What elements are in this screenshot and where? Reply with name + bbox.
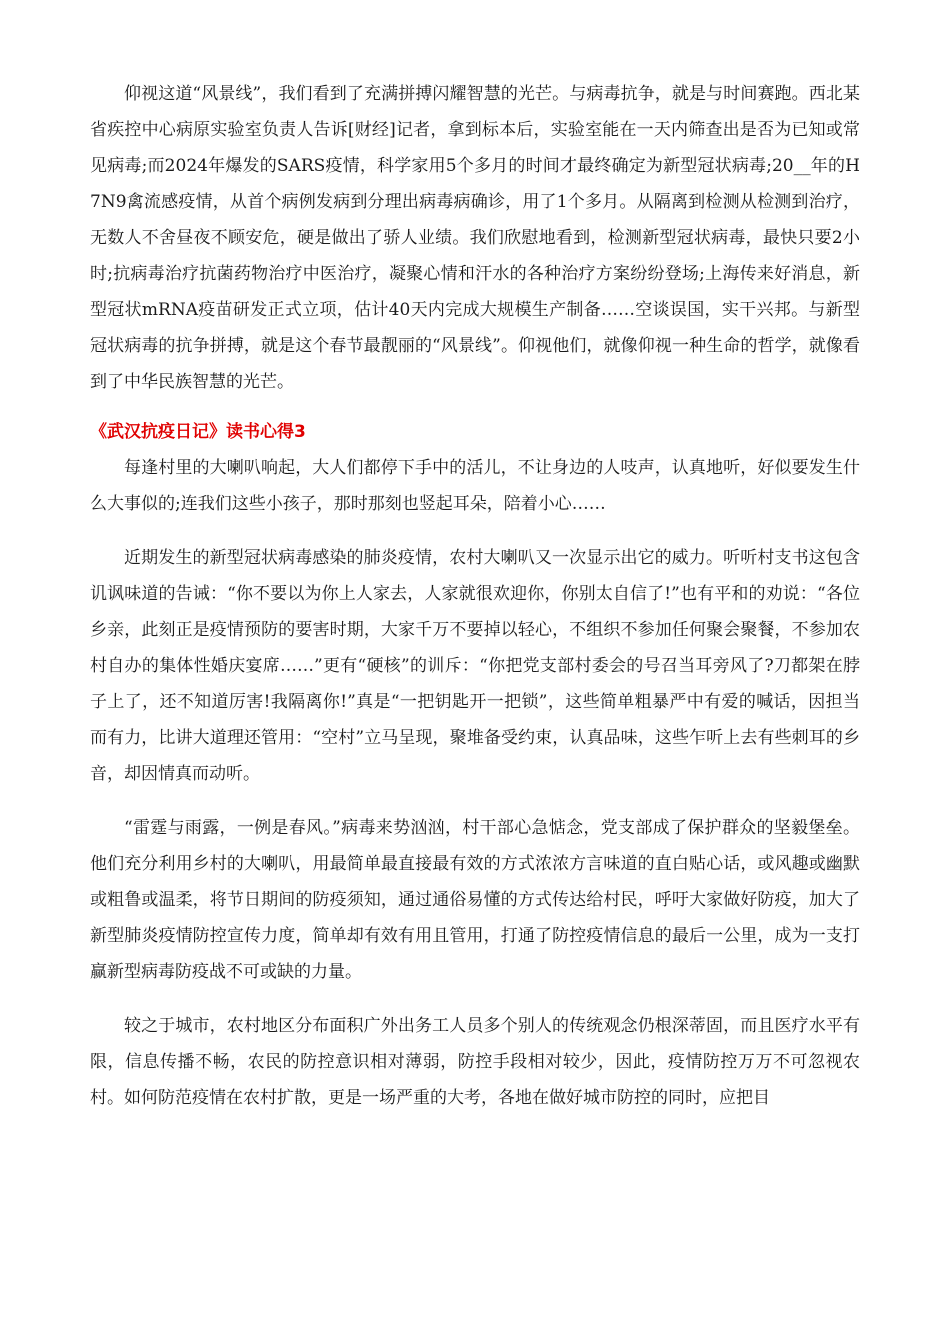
- section-heading: 《武汉抗疫日记》读书心得3: [90, 422, 306, 442]
- body-paragraph-4: “雷霆与雨露，一例是春风。”病毒来势汹汹，村干部心急惦念，党支部成了保护群众的坚毅堡垒。他们充分利用乡村的大喇叭，用最简单最直接最有效的方式浓浓方言味道的直白贴心话，或风趣或幽默或粗鲁或温柔，将节日期间的防疫须知，通过通俗易懂的方式传达给村民，呼吁大家做好防疫，加大了新型肺炎疫情防控宣传力度，简单却有效有用且管用，打通了防控疫情信息的最后一公里，成为一支打赢新型病毒防疫战不可或缺的力量。: [90, 818, 860, 982]
- body-paragraph-3: 近期发生的新型冠状病毒感染的肺炎疫情，农村大喇叭又一次显示出它的威力。听听村支书这包含讥讽味道的告诫：“你不要以为你上人家去，人家就很欢迎你，你别太自信了!”也有平和的劝说：“各位乡亲，此刻正是疫情预防的要害时期，大家千万不要掉以轻心，不组织不参加任何聚会聚餐，不参加农村自办的集体性婚庆宴席……”更有“硬核”的训斥：“你把党支部村委会的号召当耳旁风了?刀都架在脖子上了，还不知道厉害!我隔离你!”真是“一把钥匙开一把锁”，这些简单粗暴严中有爱的喊话，因担当而有力，比讲大道理还管用：“空村”立马呈现，聚堆备受约束，认真品味，这些乍听上去有些刺耳的乡音，却因情真而动听。: [90, 548, 860, 784]
- body-paragraph-5: 较之于城市，农村地区分布面积广外出务工人员多个别人的传统观念仍根深蒂固，而且医疗水平有限，信息传播不畅，农民的防控意识相对薄弱，防控手段相对较少，因此，疫情防控万万不可忽视农村。如何防范疫情在农村扩散，更是一场严重的大考，各地在做好城市防控的同时，应把目: [90, 1016, 860, 1108]
- body-paragraph-2: 每逢村里的大喇叭响起，大人们都停下手中的活儿，不让身边的人吱声，认真地听，好似要发生什么大事似的;连我们这些小孩子，那时那刻也竖起耳朵，陪着小心……: [90, 458, 860, 514]
- body-paragraph-1: 仰视这道“风景线”，我们看到了充满拼搏闪耀智慧的光芒。与病毒抗争，就是与时间赛跑。西北某省疾控中心病原实验室负责人告诉[财经]记者，拿到标本后，实验室能在一天内筛查出是否为已知或常见病毒;而2024年爆发的SARS疫情，科学家用5个多月的时间才最终确定为新型冠状病毒;20__年的H7N9禽流感疫情，从首个病例发病到分理出病毒病确诊，用了1个多月。从隔离到检测从检测到治疗，无数人不舍昼夜不顾安危，硬是做出了骄人业绩。我们欣慰地看到，检测新型冠状病毒，最快只要2小时;抗病毒治疗抗菌药物治疗中医治疗，凝聚心情和汗水的各种治疗方案纷纷登场;上海传来好消息，新型冠状mRNA疫苗研发正式立项，估计40天内完成大规模生产制备……空谈误国，实干兴邦。与新型冠状病毒的抗争拼搏，就是这个春节最靓丽的“风景线”。仰视他们，就像仰视一种生命的哲学，就像看到了中华民族智慧的光芒。: [90, 84, 860, 392]
